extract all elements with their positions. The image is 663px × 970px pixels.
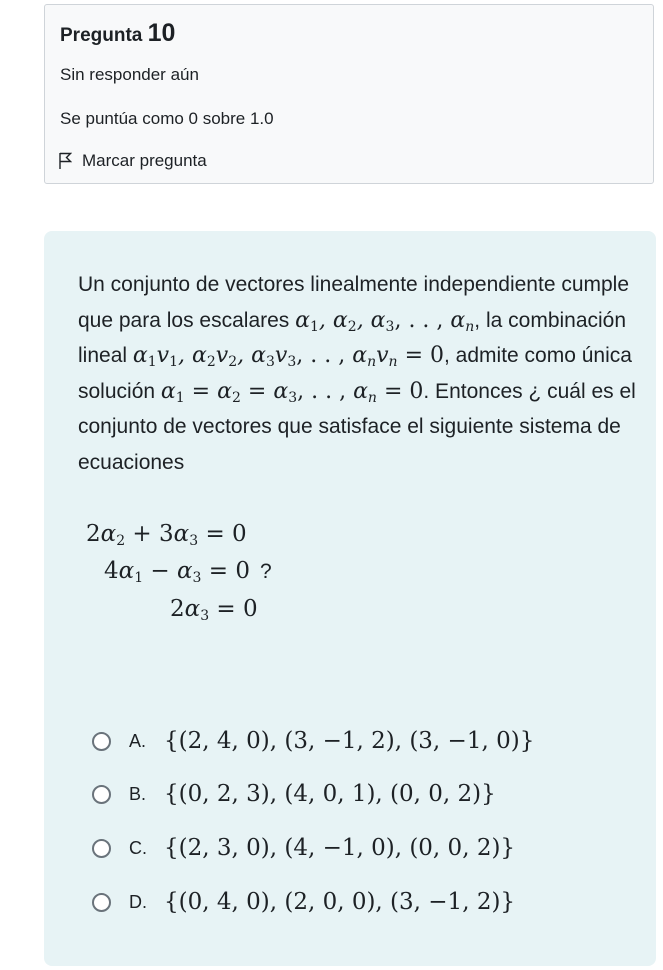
radio-button[interactable] [92, 785, 111, 804]
option-d[interactable] [92, 887, 515, 917]
scalars-formula: $\alpha_1$, $\alpha_2$, $\alpha_3$, . . , $\alpha_n$ [295, 307, 475, 335]
equation-2: $4\alpha_1 - \alpha_3 = 0$ ? [104, 558, 272, 586]
option-letter: A. [129, 730, 147, 751]
question-prompt-text: . Entonces ¿ cuál es el conjunto de vectores que satisface el siguiente sistema de ecuaciones [78, 379, 636, 474]
equation-1: $2\alpha_2 + 3\alpha_3 = 0$ [86, 521, 247, 549]
question-info-box [44, 4, 654, 184]
question-number: 10 [147, 19, 176, 47]
flag-question-label: Marcar pregunta [82, 151, 207, 170]
radio-button[interactable] [92, 839, 111, 858]
equation-3: $2\alpha_3 = 0$ [170, 596, 258, 624]
unique-solution-formula: $\alpha_1 = \alpha_2 = \alpha_3$, . . , $\alpha_n = 0$ [160, 378, 424, 406]
question-content [44, 231, 656, 966]
question-text [78, 267, 638, 480]
flag-question-button[interactable] [58, 151, 207, 171]
question-label: Pregunta [60, 25, 143, 46]
question-grade: Se puntúa como 0 sobre 1.0 [60, 109, 274, 128]
intro-text: Un conjunto de vectores linealmente independiente cumple que para los escalares [78, 273, 630, 332]
option-set: {(0, 4, 0), (2, 0, 0), (3, −1, 2)} [164, 889, 516, 915]
linear-combination-formula: $\alpha_1v_1$, $\alpha_2v_2$, $\alpha_3v_3$, . . , $\alpha_nv_n = 0$ [132, 343, 445, 370]
option-letter: B. [129, 783, 147, 804]
question-status: Sin responder aún [60, 65, 199, 84]
admits-text: , admite como única solución [78, 344, 632, 403]
question-title [60, 19, 175, 48]
option-letter: D. [129, 891, 147, 912]
option-a[interactable] [92, 726, 534, 756]
option-set: {(2, 3, 0), (4, −1, 0), (0, 0, 2)} [164, 835, 516, 861]
radio-button[interactable] [92, 732, 111, 751]
question-mark: ? [260, 560, 272, 583]
option-set: {(0, 2, 3), (4, 0, 1), (0, 0, 2)} [164, 781, 496, 807]
combo-text: , la combinación lineal [78, 308, 627, 367]
flag-icon [58, 152, 72, 170]
option-b[interactable] [92, 779, 496, 809]
option-letter: C. [129, 837, 147, 858]
option-set: {(2, 4, 0), (3, −1, 2), (3, −1, 0)} [164, 728, 535, 754]
radio-button[interactable] [92, 893, 111, 912]
option-c[interactable] [92, 833, 515, 863]
